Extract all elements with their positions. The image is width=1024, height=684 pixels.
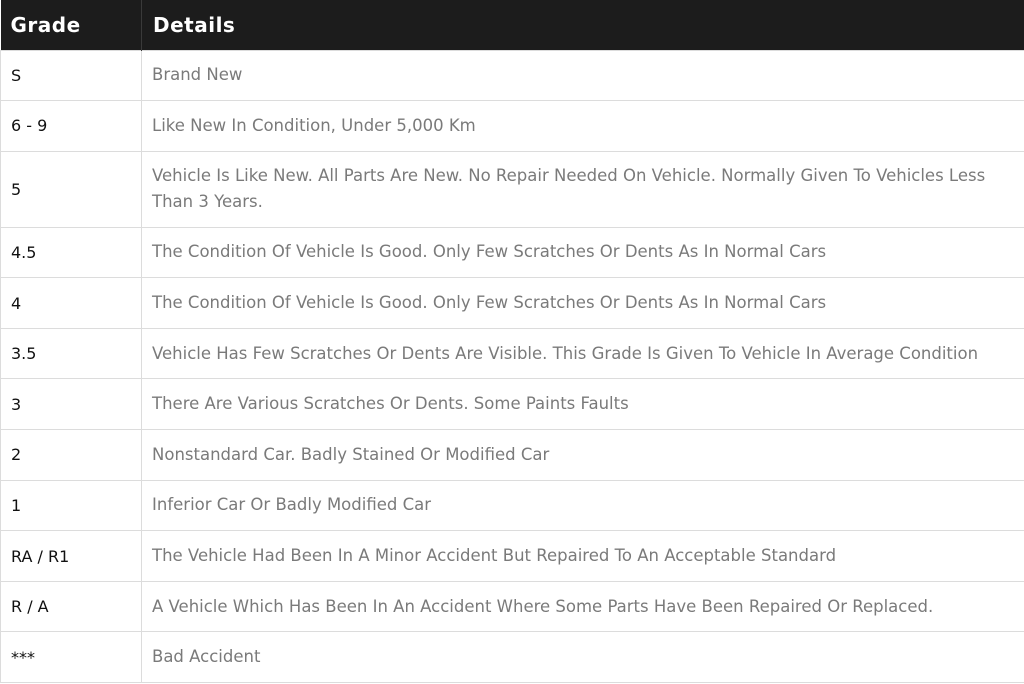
table-row — [1, 531, 1024, 582]
details-cell: The Vehicle Had Been In A Minor Accident But Repaired To An Acceptable Standard — [142, 531, 1024, 582]
table-header — [1, 0, 1024, 50]
table-row — [1, 50, 1024, 101]
details-cell: Vehicle Has Few Scratches Or Dents Are Visible. This Grade Is Given To Vehicle In Average Condition — [142, 328, 1024, 379]
details-cell: A Vehicle Which Has Been In An Accident Where Some Parts Have Been Repaired Or Replaced. — [142, 581, 1024, 632]
table-row — [1, 632, 1024, 683]
table-row — [1, 278, 1024, 329]
table-row — [1, 581, 1024, 632]
table-row — [1, 379, 1024, 430]
details-cell: Inferior Car Or Badly Modified Car — [142, 480, 1024, 531]
grade-cell: R / A — [1, 581, 142, 632]
grade-cell: 3.5 — [1, 328, 142, 379]
details-cell: The Condition Of Vehicle Is Good. Only Few Scratches Or Dents As In Normal Cars — [142, 227, 1024, 278]
grade-column-header: Grade — [1, 0, 142, 50]
grade-cell: 4.5 — [1, 227, 142, 278]
table-row — [1, 151, 1024, 227]
grade-cell: RA / R1 — [1, 531, 142, 582]
grade-cell: *** — [1, 632, 142, 683]
grade-cell: 6 - 9 — [1, 101, 142, 152]
details-cell: Brand New — [142, 50, 1024, 101]
table-row — [1, 227, 1024, 278]
table-row — [1, 480, 1024, 531]
grade-cell: 1 — [1, 480, 142, 531]
details-cell: Like New In Condition, Under 5,000 Km — [142, 101, 1024, 152]
table-row — [1, 101, 1024, 152]
table-row — [1, 328, 1024, 379]
table-body — [1, 50, 1024, 683]
details-cell: The Condition Of Vehicle Is Good. Only Few Scratches Or Dents As In Normal Cars — [142, 278, 1024, 329]
details-cell: Nonstandard Car. Badly Stained Or Modified Car — [142, 430, 1024, 481]
table-row — [1, 430, 1024, 481]
details-column-header: Details — [142, 0, 1024, 50]
details-cell: Vehicle Is Like New. All Parts Are New. No Repair Needed On Vehicle. Normally Given To Vehicles Less Than 3 Years. — [142, 151, 1024, 227]
grade-cell: 3 — [1, 379, 142, 430]
grade-cell: S — [1, 50, 142, 101]
grade-cell: 2 — [1, 430, 142, 481]
grade-cell: 5 — [1, 151, 142, 227]
details-cell: Bad Accident — [142, 632, 1024, 683]
details-cell: There Are Various Scratches Or Dents. Some Paints Faults — [142, 379, 1024, 430]
header-row — [1, 0, 1024, 50]
grade-cell: 4 — [1, 278, 142, 329]
